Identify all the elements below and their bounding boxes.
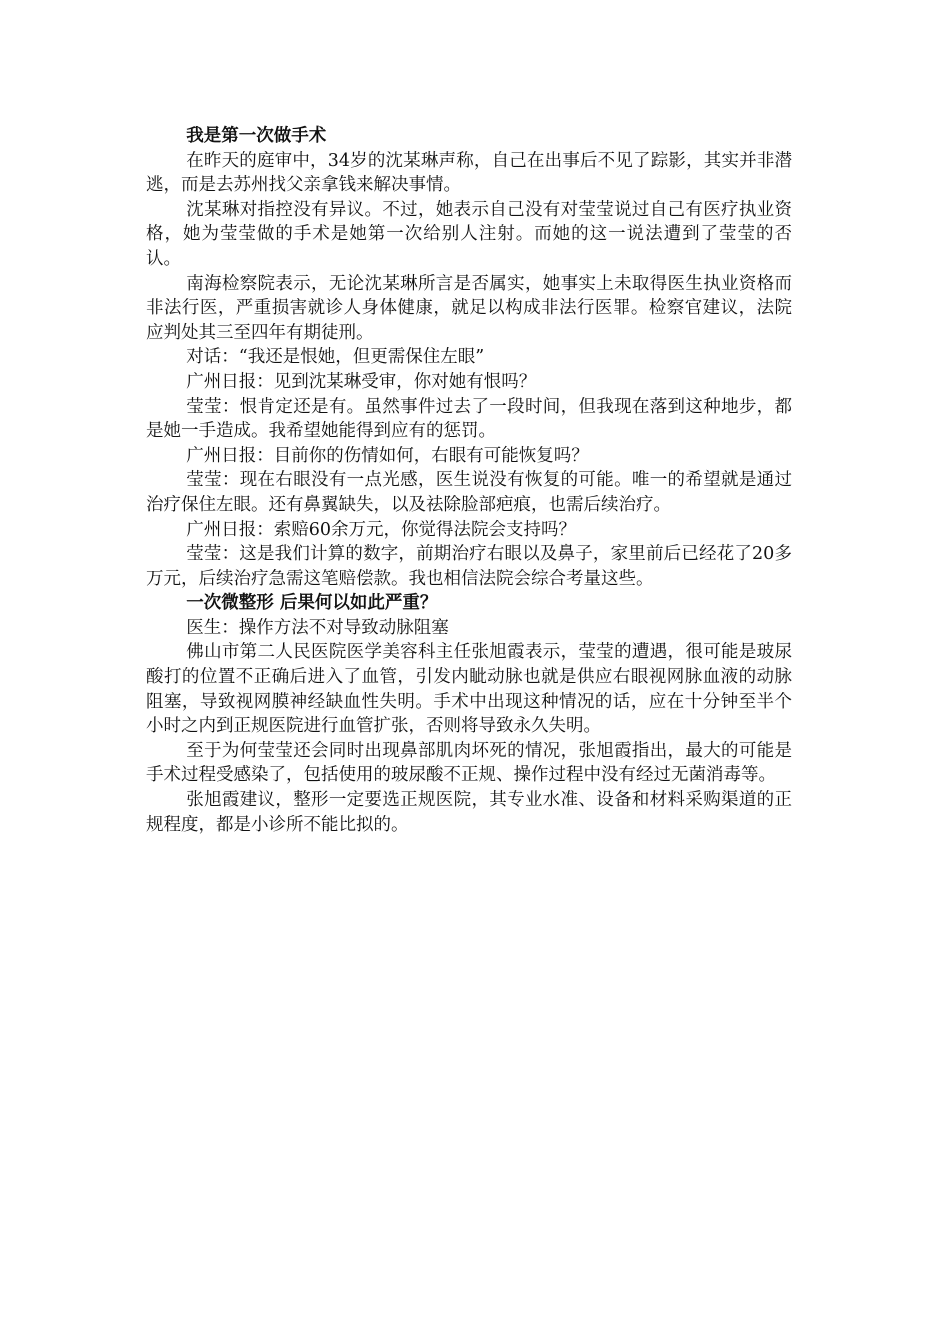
dialogue-title: 对话：“我还是恨她，但更需保住左眼” bbox=[186, 347, 485, 368]
interview-question: 广州日报：索赔60余万元，你觉得法院会支持吗？ bbox=[186, 519, 577, 540]
body-paragraph: 沈某琳对指控没有异议。不过，她表示自己没有对莹莹说过自己有医疗执业资格，她为莹莹做的手术是她第一次给别人注射。而她的这一说法遭到了莹莹的否认。 bbox=[146, 199, 792, 269]
document-page bbox=[146, 124, 792, 837]
section-heading: 一次微整形 后果何以如此严重？ bbox=[186, 593, 438, 614]
interview-answer: 莹莹：现在右眼没有一点光感，医生说没有恢复的可能。唯一的希望就是通过治疗保住左眼。还有鼻翼缺失，以及祛除脸部疤痕，也需后续治疗。 bbox=[146, 470, 792, 515]
body-paragraph: 在昨天的庭审中，34岁的沈某琳声称，自己在出事后不见了踪影，其实并非潜逃，而是去苏州找父亲拿钱来解决事情。 bbox=[146, 150, 792, 196]
section-heading: 我是第一次做手术 bbox=[186, 126, 327, 146]
body-paragraph: 张旭霞建议，整形一定要选正规医院，其专业水准、设备和材料采购渠道的正规程度，都是小诊所不能比拟的。 bbox=[146, 790, 792, 835]
body-paragraph: 佛山市第二人民医院医学美容科主任张旭霞表示，莹莹的遭遇，很可能是玻尿酸打的位置不正确后进入了血管，引发内眦动脉也就是供应右眼视网脉血液的动脉阻塞，导致视网膜神经缺血性失明。手术中出现这种情况的话，应在十分钟至半个小时之内到正规医院进行血管扩张，否则将导致永久失明。 bbox=[146, 642, 792, 737]
body-paragraph: 至于为何莹莹还会同时出现鼻部肌肉坏死的情况，张旭霞指出，最大的可能是手术过程受感染了，包括使用的玻尿酸不正规、操作过程中没有经过无菌消毒等。 bbox=[146, 740, 792, 786]
interview-answer: 莹莹：这是我们计算的数字，前期治疗右眼以及鼻子，家里前后已经花了20多万元，后续治疗急需这笔赔偿款。我也相信法院会综合考量这些。 bbox=[146, 544, 792, 589]
interview-question: 广州日报：目前你的伤情如何，右眼有可能恢复吗？ bbox=[186, 445, 589, 466]
subheading: 医生：操作方法不对导致动脉阻塞 bbox=[186, 617, 449, 638]
body-paragraph: 南海检察院表示，无论沈某琳所言是否属实，她事实上未取得医生执业资格而非法行医，严重损害就诊人身体健康，就足以构成非法行医罪。检察官建议，法院应判处其三至四年有期徒刑。 bbox=[146, 273, 792, 343]
interview-answer: 莹莹：恨肯定还是有。虽然事件过去了一段时间，但我现在落到这种地步，都是她一手造成。我希望她能得到应有的惩罚。 bbox=[146, 396, 792, 442]
interview-question: 广州日报：见到沈某琳受审，你对她有恨吗？ bbox=[186, 371, 537, 392]
